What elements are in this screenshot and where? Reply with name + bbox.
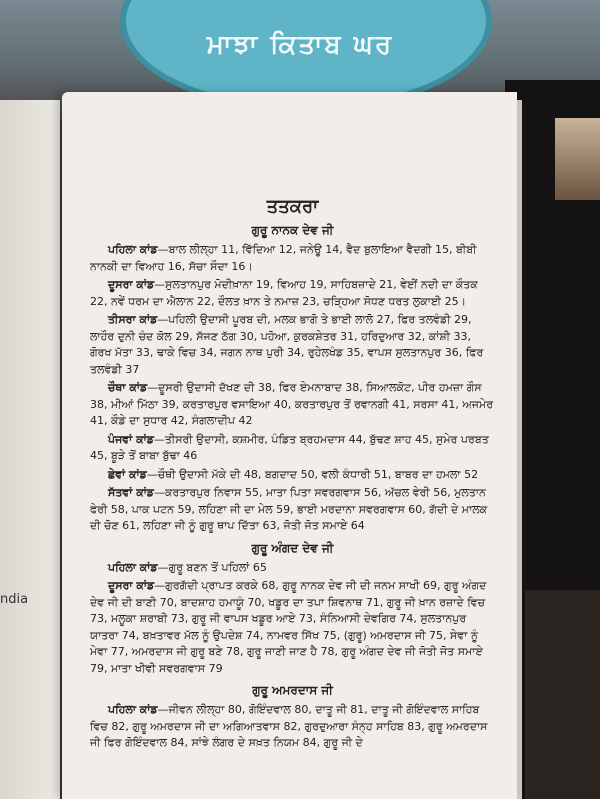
toc-entry — [90, 380, 495, 430]
left-book-text: ndia — [0, 592, 29, 607]
chapter-label: ਸੱਤਵਾਂ ਕਾਂਡ — [108, 486, 154, 499]
chapter-contents: —ਚੌਥੀ ਉਦਾਸੀ ਮੱਕੇ ਦੀ 48, ਬਗਦਾਦ 50, ਵਲੀ ਕੰਧਾਰੀ 51, ਬਾਬਰ ਦਾ ਹਮਲਾ 52 — [146, 467, 479, 481]
table-of-contents — [90, 196, 495, 754]
store-sign-text: ਮਾਝਾ ਕਿਤਾਬ ਘਰ — [206, 30, 394, 60]
chapter-contents: —ਗੁਰੂ ਬਣਨ ਤੋਂ ਪਹਿਲਾਂ 65 — [157, 560, 267, 574]
chapter-contents: —ਤੀਸਰੀ ਉਦਾਸੀ, ਕਸ਼ਮੀਰ, ਪੰਡਿਤ ਬ੍ਰਹਮਦਾਸ 44, ਬੁੱਢਣ ਸ਼ਾਹ 45, ਸੁਮੇਰ ਪਰਬਤ 45, ਬੂੜੇ ਤੋਂ ਬਾਬਾ ਬੁੱਢਾ 46 — [90, 432, 489, 462]
section-heading: ਗੁਰੂ ਅਮਰਦਾਸ ਜੀ — [252, 683, 333, 697]
toc-entry — [90, 578, 495, 677]
toc-entry — [90, 242, 495, 275]
chapter-label: ਦੂਸਰਾ ਕਾਂਡ — [108, 579, 155, 592]
chapter-label: ਪੰਜਵਾਂ ਕਾਂਡ — [108, 432, 154, 446]
chapter-contents: —ਕਰਤਾਰਪੁਰ ਨਿਵਾਸ 55, ਮਾਤਾ ਪਿਤਾ ਸਵਰਗਵਾਸ 56, ਅੱਚਲ ਵੇਰੀ 56, ਮੁਲਤਾਨ ਫੇਰੀ 58, ਪਾਕ ਪਟਨ 59, ਲਹਿਣਾ ਜੀ ਦਾ ਮੇਲ 59, ਭਾਈ ਮਰਦਾਨਾ ਸਵਰਗਵਾਸ 60, ਗੱਦੀ ਦੇ ਮਾਲਕ ਦੀ ਚੋਣ 61, ਲਹਿਣਾ ਜੀ ਨੂੰ ਗੁਰੂ ਥਾਪ ਦਿੱਤਾ 63, ਜੋਤੀ ਜੋਤ ਸਮਾਏ 64 — [90, 486, 488, 532]
toc-entry — [90, 432, 495, 465]
chapter-contents: —ਜੀਵਨ ਲੀਲ੍ਹਾ 80, ਗੋਇੰਦਵਾਲ 80, ਦਾਤੂ ਜੀ 81, ਦਾਤੂ ਜੀ ਗੋਇੰਦਵਾਲ ਸਾਹਿਬ ਵਿਚ 82, ਗੁਰੂ ਅਮਰਦਾਸ ਜੀ ਦਾ ਅਗਿਆਤਵਾਸ 82, ਗੁਰਦੁਆਰਾ ਸੰਨ੍ਹ ਸਾਹਿਬ 83, ਗੁਰੂ ਅਮਰਦਾਸ ਜੀ ਫਿਰ ਗੋਇੰਦਵਾਲ 84, ਸਾਂਝੇ ਲੰਗਰ ਦੇ ਸਖ਼ਤ ਨਿਯਮ 84, ਗੁਰੂ ਜੀ ਦੇ — [90, 703, 488, 749]
toc-entry — [90, 702, 495, 752]
toc-entry — [90, 560, 495, 577]
chapter-contents: —ਗੁਰਗੱਦੀ ਪ੍ਰਾਪਤ ਕਰਕੇ 68, ਗੁਰੂ ਨਾਨਕ ਦੇਵ ਜੀ ਦੀ ਜਨਮ ਸਾਖੀ 69, ਗੁਰੂ ਅੰਗਦ ਦੇਵ ਜੀ ਦੀ ਬਾਣੀ 70, ਬਾਦਸ਼ਾਹ ਹਮਾਯੂੰ 70, ਖਡੂਰ ਦਾ ਤਪਾ ਸ਼ਿਵਨਾਥ 71, ਗੁਰੂ ਜੀ ਖ਼ਾਨ ਰਜ਼ਾਦੇ ਵਿਚ 73, ਮਲੂਕਾ ਸ਼ਰਾਬੀ 73, ਗੁਰੂ ਜੀ ਵਾਪਸ ਖਡੂਰ ਆਏ 73, ਸੰਨਿਆਸੀ ਦੇਵਗਿਰ 74, ਸੁਲਤਾਨਪੁਰ ਯਾਤਰਾ 74, ਬਖ਼ਤਾਵਰ ਮੱਲ ਨੂੰ ਉਪਦੇਸ਼ 74, ਨਾਮਵਰ ਸਿੱਖ 75, (ਗੁਰੂ) ਅਮਰਦਾਸ ਜੀ 75, ਸੇਵਾ ਨੂੰ ਮੇਵਾ 77, ਅਮਰਦਾਸ ਜੀ ਗੁਰੂ ਬਣੇ 78, ਗੁਰੂ ਜਾਣੀ ਜਾਣ ਹੈ 78, ਗੁਰੂ ਅੰਗਦ ਦੇਵ ਜੀ ਜੋਤੀ ਜੋਤ ਸਮਾਏ 79, ਮਾਤਾ ਖੀਵੀ ਸਵਰਗਵਾਸ 79 — [90, 579, 487, 675]
toc-entry — [90, 485, 495, 535]
chapter-contents: —ਪਹਿਲੀ ਉਦਾਸੀ ਪੂਰਬ ਦੀ, ਮਲਕ ਭਾਗੋ ਤੇ ਭਾਈ ਲਾਲੋ 27, ਫਿਰ ਤਲਵੰਡੀ 29, ਲਾਹੌਰ ਦੁਨੀ ਚੰਦ ਕੋਲ 29, ਸੱਜਣ ਠੱਗ 30, ਪਹੋਆ, ਕੁਰਕਸ਼ੇਤਰ 31, ਹਰਿਦੁਆਰ 32, ਕਾਂਸ਼ੀ 33, ਗੋਰਖ ਮੱਤਾ 33, ਢਾਕੇ ਵਿਚ 34, ਜਗਨ ਨਾਥ ਪੁਰੀ 34, ਰੁਹੇਲਖੰਡ 35, ਵਾਪਸ ਸੁਲਤਾਨਪੁਰ 36, ਫਿਰ ਤਲਵੰਡੀ 37 — [90, 313, 484, 376]
chapter-label: ਚੌਥਾ ਕਾਂਡ — [108, 381, 148, 394]
section-heading: ਗੁਰੂ ਅੰਗਦ ਦੇਵ ਜੀ — [251, 540, 334, 555]
background-right-lower — [525, 590, 600, 799]
chapter-label: ਤੀਸਰਾ ਕਾਂਡ — [108, 313, 158, 326]
chapter-label: ਪਹਿਲਾ ਕਾਂਡ — [108, 703, 158, 716]
chapter-contents: —ਬਾਲ ਲੀਲ੍ਹਾ 11, ਵਿੱਦਿਆ 12, ਜਨੇਊ 14, ਵੈਦ ਬੁਲਾਇਆ ਵੈਦਗੀ 15, ਬੀਬੀ ਨਾਨਕੀ ਦਾ ਵਿਆਹ 16, ਸੱਚਾ ਸੌਦਾ 16। — [90, 243, 477, 273]
chapter-label: ਪਹਿਲਾ ਕਾਂਡ — [108, 243, 158, 256]
toc-entry — [90, 312, 495, 378]
chapter-contents: —ਦੂਸਰੀ ਉਦਾਸੀ ਦੱਖਣ ਦੀ 38, ਫਿਰ ਏਮਨਾਬਾਦ 38, ਸਿਆਲਕੋਟ, ਪੀਰ ਹਮਜ਼ਾ ਗੌਸ 38, ਮੀਆਂ ਮਿੱਠਾ 39, ਕਰਤਾਰਪੁਰ ਵਸਾਇਆ 40, ਕਰਤਾਰਪੁਰ ਤੋਂ ਰਵਾਨਗੀ 41, ਸਰਸਾ 41, ਅਜਮੇਰ 41, ਕੌਡੇ ਦਾ ਸੁਧਾਰ 42, ਸੰਗਲਾਦੀਪ 42 — [90, 381, 494, 427]
page-title: ਤਤਕਰਾ — [266, 196, 319, 217]
chapter-label: ਪਹਿਲਾ ਕਾਂਡ — [108, 560, 158, 574]
chapter-contents: —ਸੁਲਤਾਨਪੁਰ ਮੋਦੀਖ਼ਾਨਾ 19, ਵਿਆਹ 19, ਸਾਹਿਬਜ਼ਾਦੇ 21, ਵੇਈਂ ਨਦੀ ਦਾ ਕੌਤਕ 22, ਨਵੇਂ ਧਰਮ ਦਾ ਐਲਾਨ 22, ਦੌਲਤ ਖ਼ਾਨ ਤੇ ਨਮਾਜ਼ 23, ਚੜ੍ਹਿਆ ਸੋਧਣ ਧਰਤ ਲੁਕਾਈ 25। — [90, 278, 478, 308]
chapter-label: ਛੇਵਾਂ ਕਾਂਡ — [108, 467, 147, 481]
section-heading: ਗੁਰੂ ਨਾਨਕ ਦੇਵ ਜੀ — [251, 223, 334, 237]
background-left-book — [0, 100, 60, 799]
toc-entry — [90, 277, 495, 310]
toc-entry — [90, 467, 495, 484]
toc-sections — [90, 223, 495, 752]
book-cover-photo — [555, 118, 600, 200]
chapter-label: ਦੂਸਰਾ ਕਾਂਡ — [108, 278, 155, 291]
